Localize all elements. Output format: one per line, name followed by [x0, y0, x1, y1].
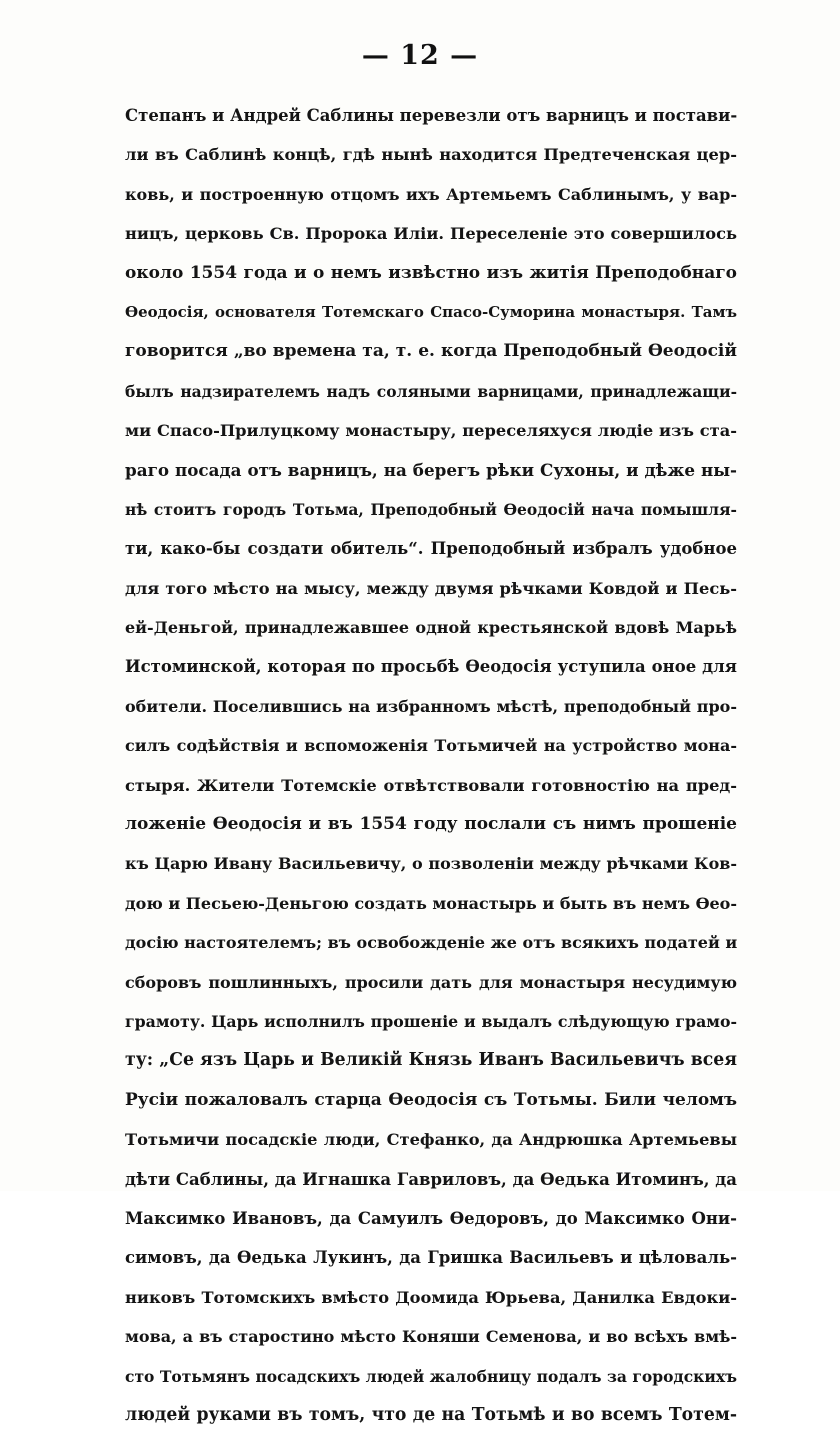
- text-line: нѣ стоитъ городъ Тотьма, Преподобный Ѳеодосій нача помышля-: [125, 499, 737, 519]
- text-line: обители. Поселившись на избранномъ мѣстѣ, преподобный про-: [125, 696, 737, 716]
- text-line: ковь, и построенную отцомъ ихъ Артемьемъ Саблинымъ, у вар-: [125, 184, 737, 204]
- page-number: — 12 —: [361, 40, 479, 71]
- text-line: Тотьмичи посадскіе люди, Стефанко, да Андрюшка Артемьевы: [125, 1130, 737, 1150]
- text-line: говорится „во времена та, т. е. когда Преподобный Ѳеодосій: [125, 341, 737, 362]
- text-line: Максимко Ивановъ, да Самуилъ Ѳедоровъ, до Максимко Они-: [125, 1208, 737, 1228]
- text-line: для того мѣсто на мысу, между двумя рѣчками Ковдой и Песь-: [125, 578, 737, 598]
- text-line: Истоминской, которая по просьбѣ Ѳеодосія уступила оное для: [125, 657, 737, 677]
- text-line: симовъ, да Ѳедька Лукинъ, да Гришка Васильевъ и цѣловаль-: [125, 1248, 737, 1268]
- text-line: ту: „Се язъ Царь и Великій Князь Иванъ Васильевичъ всея: [125, 1050, 737, 1071]
- text-line: стыря. Жители Тотемскіе отвѣтствовали готовностію на пред-: [125, 775, 737, 795]
- text-line: ложеніе Ѳеодосія и въ 1554 году послали съ нимъ прошеніе: [125, 814, 737, 835]
- text-line: дѣти Саблины, да Игнашка Гавриловъ, да Ѳедька Итоминъ, да: [125, 1169, 737, 1189]
- text-line: около 1554 года и о немъ извѣстно изъ житія Преподобнаго: [125, 262, 737, 283]
- text-line: грамоту. Царь исполнилъ прошеніе и выдалъ слѣдующую грамо-: [125, 1011, 737, 1031]
- text-line: ей-Деньгой, принадлежавшее одной крестьянской вдовѣ Марьѣ: [125, 618, 737, 638]
- text-line: раго посада отъ варницъ, на берегъ рѣки Сухоны, и дѣже ны-: [125, 459, 737, 480]
- text-line: сто Тотьмянъ посадскихъ людей жалобницу подалъ за городскихъ: [125, 1366, 737, 1386]
- text-line: Ѳеодосія, основателя Тотемскаго Спасо-Суморина монастыря. Тамъ: [125, 302, 737, 321]
- text-line: людей руками въ томъ, что де на Тотьмѣ и во всемъ Тотем-: [125, 1404, 737, 1425]
- text-line: силъ содѣйствія и вспоможенія Тотьмичей на устройство мона-: [125, 736, 737, 756]
- text-line: никовъ Тотомскихъ вмѣсто Доомида Юрьева, Данилка Евдоки-: [125, 1287, 737, 1307]
- text-line: ти, како-бы создати обитель“. Преподобный избралъ удобное: [125, 539, 737, 559]
- body-text: [125, 96, 737, 1435]
- text-line: былъ надзирателемъ надъ соляными варницами, принадлежащи-: [125, 381, 737, 401]
- text-line: ми Спасо-Прилуцкому монастыру, переселяхуся людіе изъ ста-: [125, 421, 737, 441]
- text-line: дою и Песьею-Деньгою создать монастырь и быть въ немъ Ѳео-: [125, 893, 737, 913]
- text-line: ницъ, церковь Св. Пророка Иліи. Переселеніе это совершилось: [125, 224, 737, 244]
- text-line: Русіи пожаловалъ старца Ѳеодосія съ Тотьмы. Били челомъ: [125, 1089, 737, 1110]
- text-line: мова, а въ старостино мѣсто Коняши Семенова, и во всѣхъ вмѣ-: [125, 1327, 737, 1347]
- text-line: ли въ Саблинѣ концѣ, гдѣ нынѣ находится Предтеченская цер-: [125, 145, 737, 165]
- text-line: досію настоятелемъ; въ освобожденіе же отъ всякихъ податей и: [125, 933, 737, 953]
- text-line: къ Царю Ивану Васильевичу, о позволеніи между рѣчками Ков-: [125, 854, 737, 874]
- text-line: сборовъ пошлинныхъ, просили дать для монастыря несудимую: [125, 972, 737, 992]
- text-line: Степанъ и Андрей Саблины перевезли отъ варницъ и постави-: [125, 106, 737, 125]
